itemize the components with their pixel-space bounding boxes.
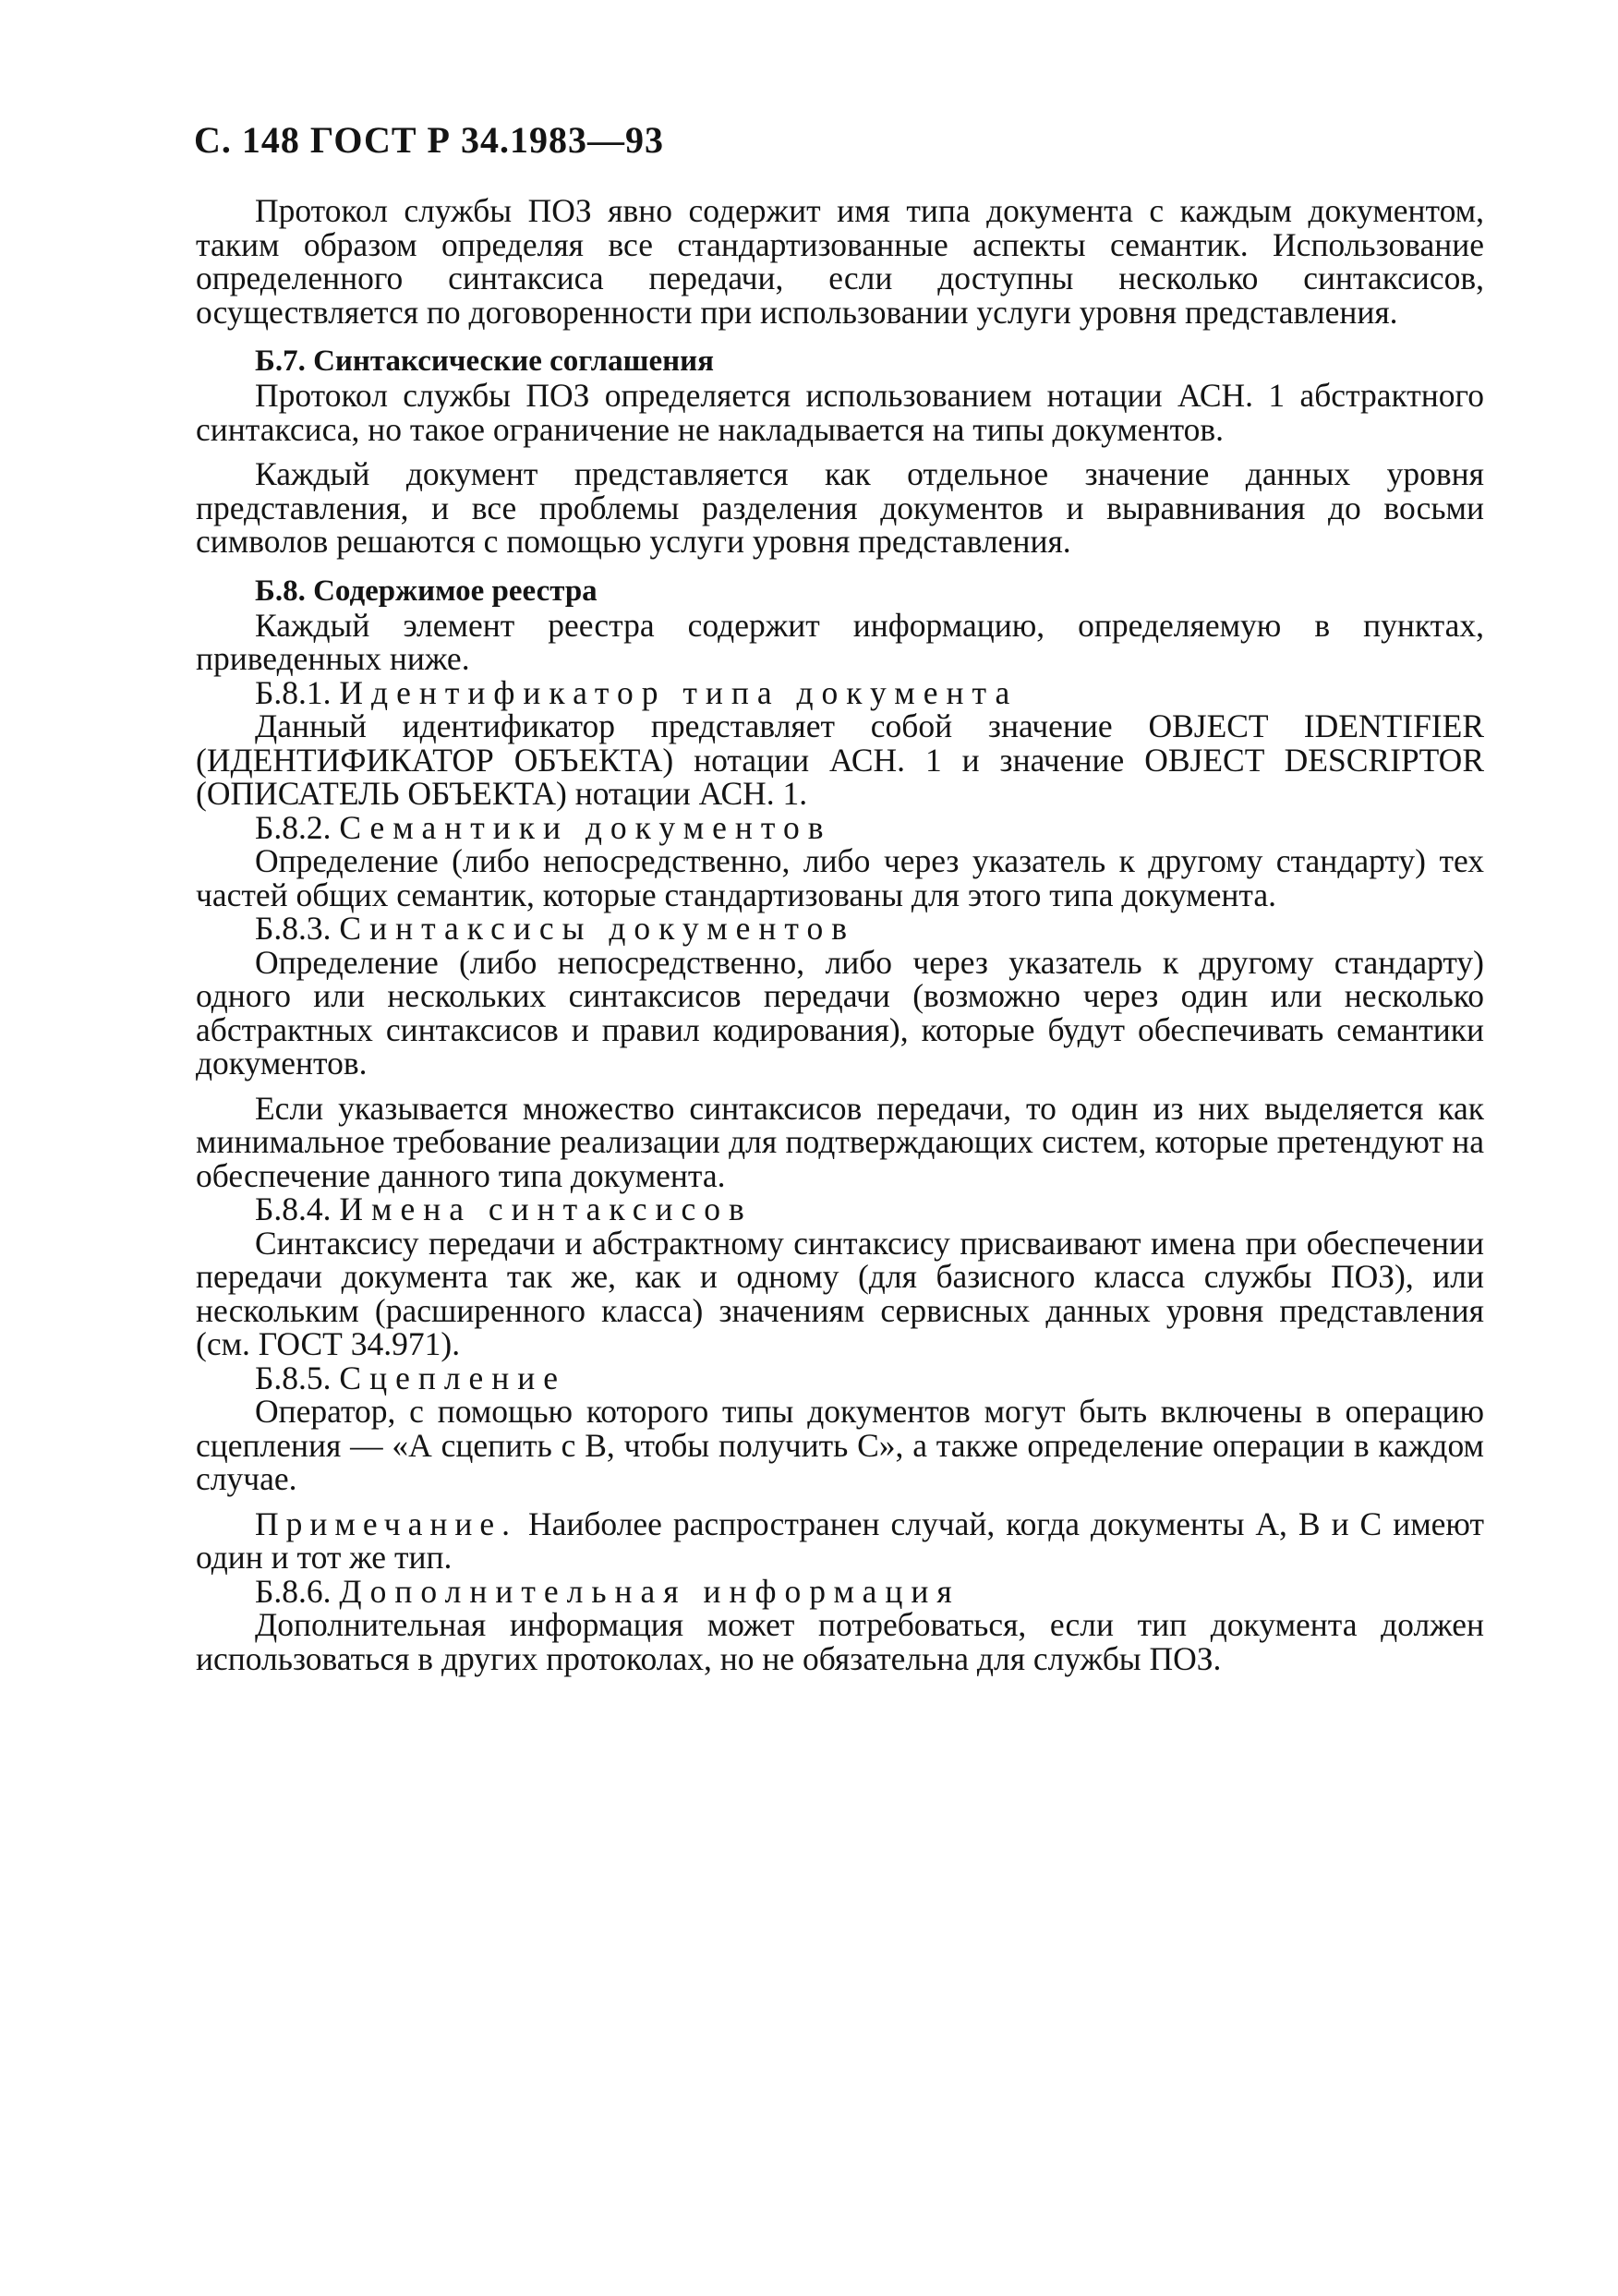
subsection-number: Б.8.3. [255,910,332,947]
subsection-number: Б.8.4. [255,1190,332,1227]
subsection-number: Б.8.1. [255,673,332,711]
section-heading-b7: Б.7. Синтаксические соглашения [255,344,714,378]
b83-paragraph-2: Если указывается множество синтаксисов передачи, то один из них выделяется как минимальное требование реализации для подтверждающих систем, которые претендуют на обеспечение данного типа документа. [196,1089,1484,1194]
subsection-b81 [196,673,1484,711]
subsection-title: Семантики документов [339,808,832,846]
page-header: С. 148 ГОСТ Р 34.1983—93 [194,119,664,161]
subsection-number: Б.8.2. [255,808,332,846]
b84-paragraph-1: Синтаксису передачи и абстрактному синтаксису присваивают имена при обеспечении передачи документа так же, как и одному (для базисного класса службы ПОЗ), или нескольким (расширенного класса) значениям сервисных данных уровня представления (см. ГОСТ 34.971). [196,1224,1484,1362]
note [196,1504,1485,1576]
section-heading-b8: Б.8. Содержимое реестра [255,574,598,608]
subsection-b85 [196,1361,1484,1396]
subsection-b82 [196,808,1484,846]
subsection-number: Б.8.6. [255,1572,332,1610]
subsection-title: Идентификатор типа документа [339,673,1019,711]
subsection-number: Б.8.5. [255,1359,332,1396]
b85-paragraph-1: Оператор, с помощью которого типы документов могут быть включены в операцию сцепления — «А сцепить с В, чтобы получить С», а также определение операции в каждом случае. [196,1393,1484,1497]
note-text: Наиболее распространен случай, когда документы А, В и С имеют один и тот же тип. [196,1504,1485,1576]
subsection-b84 [196,1192,1484,1227]
subsection-title: Сцепление [339,1359,567,1396]
subsection-b83 [196,912,1484,946]
subsection-b86 [196,1572,1484,1610]
b7-paragraph-2: Каждый документ представляется как отдельное значение данных уровня представления, и все проблемы разделения документов и выравнивания до восьми символов решаются с помощью услуги уровня представления. [196,455,1484,560]
document-body [196,194,1484,1675]
b82-paragraph-1: Определение (либо непосредственно, либо через указатель к другому стандарту) тех частей общих семантик, которые стандартизованы для этого типа документа. [196,842,1484,913]
intro-paragraph: Протокол службы ПОЗ явно содержит имя типа документа с каждым документом, таким образом определяя все стандартизованные аспекты семантик. Использование определенного синтаксиса передачи, если доступны несколько синтаксисов, осуществляется по договоренности при использовании услуги уровня представления. [196,192,1484,331]
note-label: Примечание. [255,1504,517,1542]
b7-paragraph-1: Протокол службы ПОЗ определяется использованием нотации АСН. 1 абстрактного синтаксиса, но такое ограничение не накладывается на типы документов. [196,377,1484,448]
b83-paragraph-1: Определение (либо непосредственно, либо через указатель к другому стандарту) одного или нескольких синтаксисов передачи (возможно через один или несколько абстрактных синтаксисов и правил кодирования), которые будут обеспечивать семантики документов. [196,943,1484,1082]
subsection-title: Дополнительная информация [339,1572,960,1610]
b8-paragraph-1: Каждый элемент реестра содержит информацию, определяемую в пунктах, приведенных ниже. [196,606,1484,677]
b86-paragraph-1: Дополнительная информация может потребоваться, если тип документа должен использоваться в других протоколах, но не обязательна для службы ПОЗ. [196,1606,1484,1677]
b81-paragraph-1: Данный идентификатор представляет собой значение OBJECT IDENTIFIER (ИДЕНТИФИКАТОР ОБЪЕКТА) нотации АСН. 1 и значение OBJECT DESCRIPTOR (ОПИСАТЕЛЬ ОБЪЕКТА) нотации АСН. 1. [196,707,1484,812]
subsection-title: Имена синтаксисов [339,1190,753,1227]
subsection-title: Синтаксисы документов [339,910,855,947]
